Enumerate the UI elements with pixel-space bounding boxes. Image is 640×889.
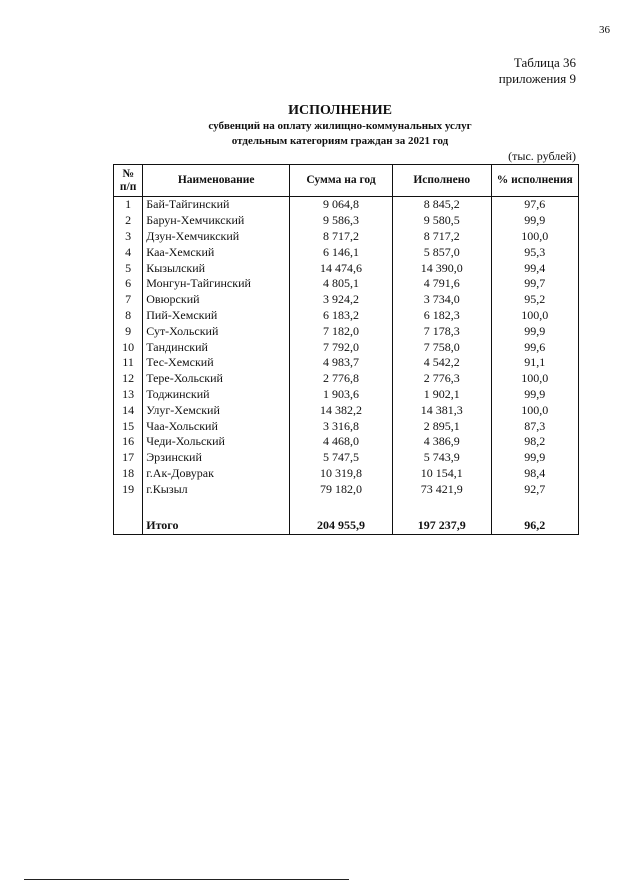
cell-sum: 5 747,5 (290, 450, 393, 466)
table-ref-line1: Таблица 36 (513, 55, 576, 70)
spacer-cell (290, 497, 393, 517)
execution-table (113, 164, 579, 535)
cell-sum: 79 182,0 (290, 481, 393, 497)
cell-sum: 4 468,0 (290, 434, 393, 450)
spacer-cell (491, 497, 578, 517)
table-row (114, 244, 579, 260)
cell-done: 7 758,0 (392, 339, 491, 355)
cell-done: 7 178,3 (392, 323, 491, 339)
cell-num: 10 (114, 339, 143, 355)
cell-sum: 14 474,6 (290, 260, 393, 276)
table-row (114, 434, 579, 450)
cell-pct: 99,7 (491, 276, 578, 292)
total-pct: 96,2 (491, 517, 578, 535)
cell-name: Монгун-Тайгинский (143, 276, 290, 292)
title-main: ИСПОЛНЕНИЕ (288, 103, 392, 118)
cell-num: 17 (114, 450, 143, 466)
cell-done: 9 580,5 (392, 213, 491, 229)
cell-pct: 99,9 (491, 387, 578, 403)
table-row (114, 355, 579, 371)
cell-done: 6 182,3 (392, 308, 491, 324)
table-row (114, 229, 579, 245)
document-title (0, 103, 640, 149)
table-row (114, 339, 579, 355)
cell-done: 14 390,0 (392, 260, 491, 276)
cell-pct: 99,9 (491, 323, 578, 339)
table-row (114, 466, 579, 482)
cell-num: 6 (114, 276, 143, 292)
cell-pct: 98,4 (491, 466, 578, 482)
cell-done: 2 895,1 (392, 418, 491, 434)
cell-num: 7 (114, 292, 143, 308)
header-name: Наименование (143, 165, 290, 197)
cell-done: 3 734,0 (392, 292, 491, 308)
cell-name: г.Кызыл (143, 481, 290, 497)
table-ref-line2: приложения 9 (498, 71, 576, 86)
cell-num: 3 (114, 229, 143, 245)
cell-name: Барун-Хемчикский (143, 213, 290, 229)
total-sum: 204 955,9 (290, 517, 393, 535)
total-num (114, 517, 143, 535)
cell-sum: 4 983,7 (290, 355, 393, 371)
cell-name: Эрзинский (143, 450, 290, 466)
cell-sum: 1 903,6 (290, 387, 393, 403)
cell-pct: 87,3 (491, 418, 578, 434)
cell-sum: 9 586,3 (290, 213, 393, 229)
table-body (114, 197, 579, 535)
table-row (114, 197, 579, 213)
cell-done: 73 421,9 (392, 481, 491, 497)
cell-num: 13 (114, 387, 143, 403)
cell-name: Улуг-Хемский (143, 402, 290, 418)
table-row (114, 323, 579, 339)
cell-num: 19 (114, 481, 143, 497)
cell-done: 4 542,2 (392, 355, 491, 371)
cell-sum: 7 182,0 (290, 323, 393, 339)
cell-num: 5 (114, 260, 143, 276)
cell-name: Тес-Хемский (143, 355, 290, 371)
cell-name: Каа-Хемский (143, 244, 290, 260)
cell-sum: 2 776,8 (290, 371, 393, 387)
cell-name: Тере-Хольский (143, 371, 290, 387)
cell-sum: 14 382,2 (290, 402, 393, 418)
table-row (114, 481, 579, 497)
cell-done: 2 776,3 (392, 371, 491, 387)
header-sum: Сумма на год (290, 165, 393, 197)
cell-num: 14 (114, 402, 143, 418)
cell-name: Тоджинский (143, 387, 290, 403)
cell-done: 10 154,1 (392, 466, 491, 482)
cell-num: 12 (114, 371, 143, 387)
cell-sum: 3 316,8 (290, 418, 393, 434)
cell-pct: 99,6 (491, 339, 578, 355)
cell-done: 4 791,6 (392, 276, 491, 292)
cell-done: 8 845,2 (392, 197, 491, 213)
cell-pct: 95,2 (491, 292, 578, 308)
cell-name: Пий-Хемский (143, 308, 290, 324)
cell-sum: 10 319,8 (290, 466, 393, 482)
total-name: Итого (143, 517, 290, 535)
cell-name: Чаа-Хольский (143, 418, 290, 434)
cell-num: 1 (114, 197, 143, 213)
cell-name: Овюрский (143, 292, 290, 308)
spacer-cell (143, 497, 290, 517)
cell-done: 5 857,0 (392, 244, 491, 260)
cell-pct: 100,0 (491, 371, 578, 387)
cell-sum: 6 146,1 (290, 244, 393, 260)
page-number: 36 (599, 24, 610, 36)
table-row (114, 276, 579, 292)
cell-sum: 9 064,8 (290, 197, 393, 213)
table-reference (499, 55, 576, 87)
table-row (114, 402, 579, 418)
table-row (114, 418, 579, 434)
units-label: (тыс. рублей) (508, 149, 576, 163)
table-row (114, 450, 579, 466)
cell-done: 1 902,1 (392, 387, 491, 403)
cell-sum: 4 805,1 (290, 276, 393, 292)
cell-num: 16 (114, 434, 143, 450)
total-done: 197 237,9 (392, 517, 491, 535)
cell-name: Бай-Тайгинский (143, 197, 290, 213)
cell-pct: 100,0 (491, 229, 578, 245)
cell-done: 4 386,9 (392, 434, 491, 450)
cell-pct: 99,9 (491, 213, 578, 229)
cell-done: 14 381,3 (392, 402, 491, 418)
cell-name: Чеди-Хольский (143, 434, 290, 450)
cell-num: 2 (114, 213, 143, 229)
total-row (114, 517, 579, 535)
cell-pct: 91,1 (491, 355, 578, 371)
spacer-row (114, 497, 579, 517)
cell-sum: 3 924,2 (290, 292, 393, 308)
spacer-cell (114, 497, 143, 517)
table-row (114, 213, 579, 229)
header-done: Исполнено (392, 165, 491, 197)
cell-done: 5 743,9 (392, 450, 491, 466)
cell-pct: 100,0 (491, 308, 578, 324)
cell-num: 18 (114, 466, 143, 482)
cell-num: 8 (114, 308, 143, 324)
cell-pct: 100,0 (491, 402, 578, 418)
cell-name: Тандинский (143, 339, 290, 355)
cell-name: Сут-Хольский (143, 323, 290, 339)
cell-sum: 6 183,2 (290, 308, 393, 324)
header-pct: % исполнения (491, 165, 578, 197)
cell-num: 4 (114, 244, 143, 260)
cell-pct: 98,2 (491, 434, 578, 450)
cell-sum: 7 792,0 (290, 339, 393, 355)
table-row (114, 387, 579, 403)
cell-name: Дзун-Хемчикский (143, 229, 290, 245)
table-row (114, 260, 579, 276)
table-row (114, 308, 579, 324)
header-num: № п/п (114, 165, 143, 197)
table-row (114, 371, 579, 387)
table-row (114, 292, 579, 308)
cell-num: 15 (114, 418, 143, 434)
cell-pct: 99,9 (491, 450, 578, 466)
cell-num: 11 (114, 355, 143, 371)
footer-divider (24, 879, 349, 880)
cell-pct: 95,3 (491, 244, 578, 260)
cell-name: г.Ак-Довурак (143, 466, 290, 482)
cell-name: Кызылский (143, 260, 290, 276)
cell-sum: 8 717,2 (290, 229, 393, 245)
cell-done: 8 717,2 (392, 229, 491, 245)
title-sub-1: субвенций на оплату жилищно-коммунальных услуг (208, 120, 472, 132)
cell-num: 9 (114, 323, 143, 339)
cell-pct: 99,4 (491, 260, 578, 276)
cell-pct: 92,7 (491, 481, 578, 497)
spacer-cell (392, 497, 491, 517)
cell-pct: 97,6 (491, 197, 578, 213)
table-header-row (114, 165, 579, 197)
title-sub-2: отдельным категориям граждан за 2021 год (231, 135, 449, 147)
